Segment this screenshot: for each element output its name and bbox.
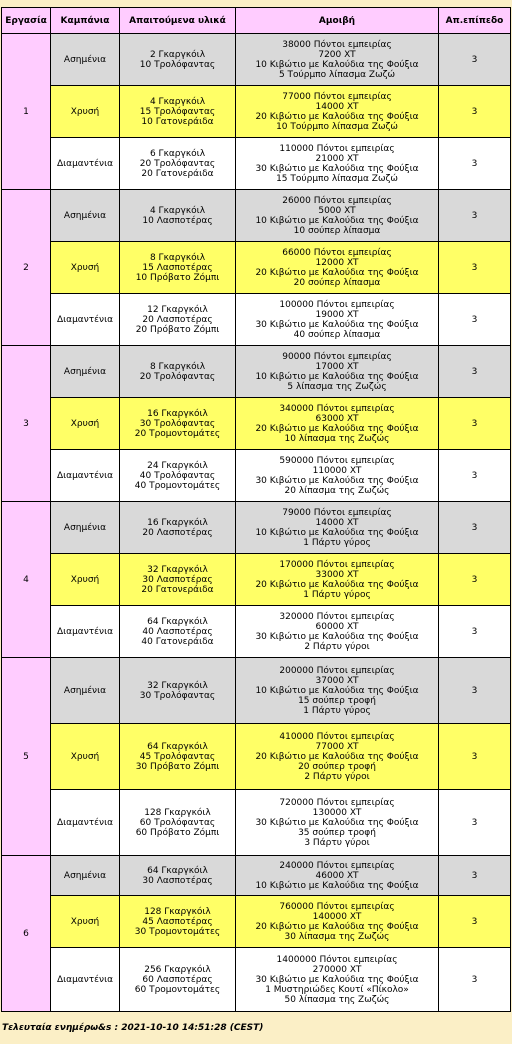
material-line: 20 Πρόβατο Ζόμπι [135,324,220,335]
material-line: 24 Γκαργκόιλ [147,460,208,471]
material-line: 16 Γκαργκόιλ [147,408,208,419]
reward-line: 140000 XT [312,911,362,922]
required-materials [120,294,236,346]
required-materials [120,34,236,86]
material-line: 45 Λασποτέρας [142,916,213,927]
reward-line: 30 Κιβώτιο με Καλούδια της Φούξια [255,974,419,985]
reward-line: 5 λίπασμα της Ζωζώς [287,381,387,392]
reward-line: 1 Πάρτυ γύρος [303,537,371,548]
material-line: 128 Γκαργκόιλ [144,906,211,917]
required-level: 3 [439,606,511,658]
material-line: 128 Γκαργκόιλ [144,807,211,818]
reward [236,502,439,554]
campaign-tier: Χρυσή [51,554,120,606]
task-number: 3 [2,346,51,502]
table-row [2,856,511,896]
reward-line: 1400000 Πόντοι εμπειρίας [276,954,398,965]
reward [236,138,439,190]
reward-line: 110000 Πόντοι εμπειρίας [279,143,395,154]
required-materials [120,724,236,790]
reward-line: 15 σούπερ τροφή [298,695,376,706]
required-level: 3 [439,294,511,346]
material-line: 2 Γκαργκόιλ [149,49,206,60]
reward-line: 60000 XT [315,621,359,632]
required-level: 3 [439,724,511,790]
campaign-tier: Διαμαντένια [51,790,120,856]
reward-line: 79000 Πόντοι εμπειρίας [282,507,392,518]
required-materials [120,948,236,1012]
header-task: Εργασία [2,8,51,34]
reward-line: 10 Κιβώτιο με Καλούδια της Φούξια [255,527,419,538]
reward-line: 12000 XT [315,257,359,268]
table-row [2,86,511,138]
reward-line: 46000 XT [315,870,359,881]
reward [236,450,439,502]
reward-line: 14000 XT [315,517,359,528]
reward-line: 14000 XT [315,101,359,112]
material-line: 15 Τρολόφαντας [139,106,216,117]
reward-line: 30 λίπασμα της Ζωζώς [284,931,390,942]
required-level: 3 [439,658,511,724]
campaign-tier: Ασημένια [51,190,120,242]
reward-line: 110000 XT [312,465,362,476]
task-number: 4 [2,502,51,658]
reward-line: 20 Κιβώτιο με Καλούδια της Φούξια [255,111,419,122]
reward-line: 30 Κιβώτιο με Καλούδια της Φούξια [255,163,419,174]
material-line: 16 Γκαργκόιλ [147,517,208,528]
material-line: 20 Τρολόφαντας [139,158,216,169]
reward [236,346,439,398]
campaign-tier: Διαμαντένια [51,948,120,1012]
task-number: 2 [2,190,51,346]
reward-line: 2 Πάρτυ γύροι [304,771,370,782]
campaign-tier: Χρυσή [51,86,120,138]
table-row [2,658,511,724]
reward-line: 3 Πάρτυ γύροι [304,837,370,848]
material-line: 32 Γκαργκόιλ [147,564,208,575]
table-row [2,294,511,346]
reward-line: 63000 XT [315,413,359,424]
table-row [2,948,511,1012]
reward-line: 10 σούπερ λίπασμα [293,225,381,236]
reward-line: 30 Κιβώτιο με Καλούδια της Φούξια [255,475,419,486]
reward-line: 130000 XT [312,807,362,818]
reward [236,856,439,896]
header-row [2,8,511,34]
table-row [2,606,511,658]
reward-line: 10 Τούρμπο λίπασμα Ζωζώ [276,121,398,132]
reward-line: 40 σούπερ λίπασμα [293,329,381,340]
campaign-tier: Ασημένια [51,502,120,554]
last-updated: Τελευταία ενημέρω&s : 2021-10-10 14:51:28 (CEST) [2,1023,264,1033]
required-level: 3 [439,502,511,554]
reward-line: 240000 Πόντοι εμπειρίας [279,860,395,871]
material-line: 40 Τρολόφαντας [139,470,216,481]
material-line: 8 Γκαργκόιλ [149,252,206,263]
reward [236,398,439,450]
reward-line: 170000 Πόντοι εμπειρίας [279,559,395,570]
material-line: 60 Λασποτέρας [142,974,213,985]
reward-line: 590000 Πόντοι εμπειρίας [279,455,395,466]
table-row [2,346,511,398]
reward-line: 7200 XT [318,49,356,60]
table-row [2,138,511,190]
required-level: 3 [439,856,511,896]
reward-line: 20 σούπερ τροφή [298,761,376,772]
material-line: 20 Λασποτέρας [142,314,213,325]
reward-line: 1 Πάρτυ γύρος [303,705,371,716]
reward-line: 35 σούπερ τροφή [298,827,376,838]
required-materials [120,190,236,242]
material-line: 20 Τρολόφαντας [139,371,216,382]
required-materials [120,242,236,294]
material-line: 40 Λασποτέρας [142,626,213,637]
reward-line: 20 σούπερ λίπασμα [293,277,381,288]
material-line: 4 Γκαργκόιλ [149,96,206,107]
reward [236,86,439,138]
reward-line: 20 Κιβώτιο με Καλούδια της Φούξια [255,579,419,590]
required-materials [120,554,236,606]
campaign-tier: Ασημένια [51,34,120,86]
reward-line: 15 Τούρμπο λίπασμα Ζωζώ [276,173,398,184]
table-row [2,554,511,606]
reward-line: 10 Κιβώτιο με Καλούδια της Φούξια [255,880,419,891]
reward [236,242,439,294]
material-line: 4 Γκαργκόιλ [149,205,206,216]
reward-line: 200000 Πόντοι εμπειρίας [279,665,395,676]
required-level: 3 [439,86,511,138]
material-line: 40 Γατονεράιδα [141,636,214,647]
reward-line: 26000 Πόντοι εμπειρίας [282,195,392,206]
reward [236,34,439,86]
material-line: 256 Γκαργκόιλ [144,964,211,975]
material-line: 32 Γκαργκόιλ [147,680,208,691]
required-level: 3 [439,190,511,242]
required-level: 3 [439,242,511,294]
reward-line: 33000 XT [315,569,359,580]
table-row [2,724,511,790]
reward-line: 50 λίπασμα της Ζωζώς [284,994,390,1005]
table-row [2,896,511,948]
required-level: 3 [439,554,511,606]
material-line: 60 Τρολόφαντας [139,817,216,828]
material-line: 64 Γκαργκόιλ [147,741,208,752]
reward [236,606,439,658]
task-number: 6 [2,856,51,1012]
required-materials [120,346,236,398]
reward-line: 320000 Πόντοι εμπειρίας [279,611,395,622]
task-number: 1 [2,34,51,190]
material-line: 30 Λασποτέρας [142,875,213,886]
reward-line: 17000 XT [315,361,359,372]
required-level: 3 [439,790,511,856]
reward-line: 90000 Πόντοι εμπειρίας [282,351,392,362]
material-line: 64 Γκαργκόιλ [147,616,208,627]
reward [236,554,439,606]
header-reward: Αμοιβή [236,8,439,34]
reward [236,948,439,1012]
required-materials [120,450,236,502]
reward-line: 37000 XT [315,675,359,686]
header-materials: Απαιτούμενα υλικά [120,8,236,34]
required-level: 3 [439,896,511,948]
material-line: 20 Τρομοντομάτες [134,428,221,439]
header-level: Απ.επίπεδο [439,8,511,34]
material-line: 30 Τρολόφαντας [139,418,216,429]
required-materials [120,398,236,450]
reward-line: 10 Κιβώτιο με Καλούδια της Φούξια [255,215,419,226]
required-materials [120,502,236,554]
campaign-tier: Διαμαντένια [51,294,120,346]
campaign-tier: Ασημένια [51,856,120,896]
material-line: 12 Γκαργκόιλ [147,304,208,315]
reward-line: 10 Κιβώτιο με Καλούδια της Φούξια [255,59,419,70]
reward-line: 38000 Πόντοι εμπειρίας [282,39,392,50]
table-row [2,790,511,856]
campaign-tier: Χρυσή [51,896,120,948]
required-level: 3 [439,450,511,502]
material-line: 10 Γατονεράιδα [141,116,214,127]
reward-line: 720000 Πόντοι εμπειρίας [279,797,395,808]
reward-line: 30 Κιβώτιο με Καλούδια της Φούξια [255,319,419,330]
campaign-tier: Ασημένια [51,658,120,724]
reward [236,294,439,346]
required-materials [120,790,236,856]
required-materials [120,606,236,658]
reward-line: 30 Κιβώτιο με Καλούδια της Φούξια [255,817,419,828]
reward-line: 20 Κιβώτιο με Καλούδια της Φούξια [255,921,419,932]
material-line: 30 Πρόβατο Ζόμπι [135,761,220,772]
reward-line: 20 Κιβώτιο με Καλούδια της Φούξια [255,423,419,434]
material-line: 45 Τρολόφαντας [139,751,216,762]
campaign-tier: Διαμαντένια [51,138,120,190]
reward-line: 410000 Πόντοι εμπειρίας [279,731,395,742]
campaign-tier: Διαμαντένια [51,606,120,658]
header-campaign: Καμπάνια [51,8,120,34]
reward-line: 19000 XT [315,309,359,320]
required-materials [120,896,236,948]
material-line: 20 Γατονεράιδα [141,168,214,179]
campaign-tier: Χρυσή [51,398,120,450]
reward [236,896,439,948]
reward-line: 20 Κιβώτιο με Καλούδια της Φούξια [255,267,419,278]
material-line: 20 Λασποτέρας [142,527,213,538]
reward-line: 340000 Πόντοι εμπειρίας [279,403,395,414]
material-line: 10 Πρόβατο Ζόμπι [135,272,220,283]
campaign-tier: Διαμαντένια [51,450,120,502]
reward-line: 20 λίπασμα της Ζωζώς [284,485,390,496]
reward-line: 77000 XT [315,741,359,752]
reward-line: 20 Κιβώτιο με Καλούδια της Φούξια [255,751,419,762]
material-line: 30 Τρολόφαντας [139,690,216,701]
material-line: 30 Λασποτέρας [142,574,213,585]
quest-table-body [2,34,511,1012]
reward-line: 10 Κιβώτιο με Καλούδια της Φούξια [255,685,419,696]
material-line: 8 Γκαργκόιλ [149,361,206,372]
reward [236,790,439,856]
reward [236,658,439,724]
required-level: 3 [439,398,511,450]
table-row [2,398,511,450]
material-line: 30 Τρομοντομάτες [134,926,221,937]
material-line: 20 Γατονεράιδα [141,584,214,595]
required-level: 3 [439,138,511,190]
table-row [2,450,511,502]
reward-line: 100000 Πόντοι εμπειρίας [279,299,395,310]
required-materials [120,658,236,724]
reward-line: 30 Κιβώτιο με Καλούδια της Φούξια [255,631,419,642]
material-line: 15 Λασποτέρας [142,262,213,273]
campaign-tier: Ασημένια [51,346,120,398]
reward-line: 10 Κιβώτιο με Καλούδια της Φούξια [255,371,419,382]
reward [236,190,439,242]
reward-line: 760000 Πόντοι εμπειρίας [279,901,395,912]
required-materials [120,86,236,138]
material-line: 64 Γκαργκόιλ [147,865,208,876]
reward-line: 66000 Πόντοι εμπειρίας [282,247,392,258]
table-row [2,190,511,242]
task-number: 5 [2,658,51,856]
material-line: 60 Τρομοντομάτες [134,984,221,995]
reward-line: 21000 XT [315,153,359,164]
material-line: 40 Τρομοντομάτες [134,480,221,491]
material-line: 10 Λασποτέρας [142,215,213,226]
reward-line: 77000 Πόντοι εμπειρίας [282,91,392,102]
campaign-tier: Χρυσή [51,242,120,294]
material-line: 6 Γκαργκόιλ [149,148,206,159]
reward-line: 10 λίπασμα της Ζωζώς [284,433,390,444]
reward-line: 2 Πάρτυ γύροι [304,641,370,652]
table-row [2,34,511,86]
required-level: 3 [439,346,511,398]
required-level: 3 [439,948,511,1012]
reward-line: 5000 XT [318,205,356,216]
required-materials [120,138,236,190]
table-row [2,242,511,294]
reward [236,724,439,790]
reward-line: 270000 XT [312,964,362,975]
material-line: 60 Πρόβατο Ζόμπι [135,827,220,838]
reward-line: 5 Τούρμπο λίπασμα Ζωζώ [278,69,396,80]
required-materials [120,856,236,896]
quest-table [1,7,511,1012]
required-level: 3 [439,34,511,86]
material-line: 10 Τρολόφαντας [139,59,216,70]
table-row [2,502,511,554]
campaign-tier: Χρυσή [51,724,120,790]
reward-line: 1 Μυστηριώδες Κουτί «Πίκολο» [265,984,409,995]
reward-line: 1 Πάρτυ γύρος [303,589,371,600]
